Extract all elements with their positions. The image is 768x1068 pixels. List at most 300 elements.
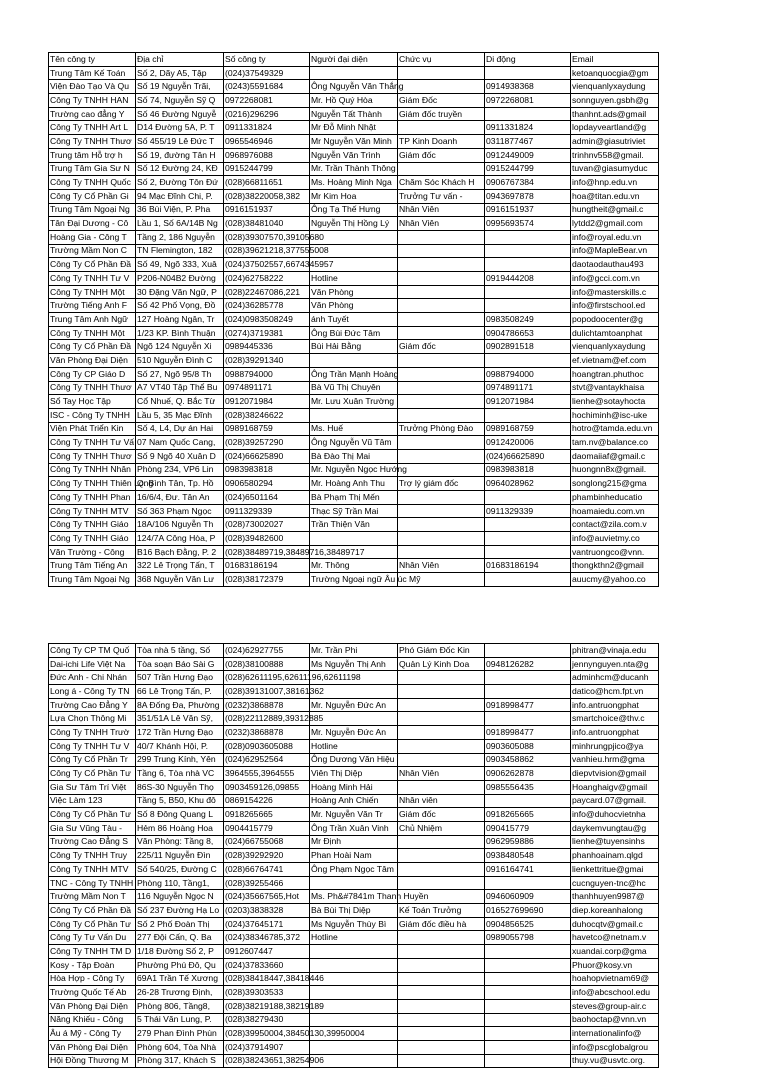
cell-email[interactable]: [571, 1027, 659, 1041]
cell-position[interactable]: [398, 821, 485, 835]
cell-phone[interactable]: [224, 408, 310, 422]
cell-company[interactable]: [49, 917, 136, 931]
cell-mobile[interactable]: [485, 381, 571, 395]
cell-mobile[interactable]: [485, 835, 571, 849]
cell-position[interactable]: [398, 367, 485, 381]
cell-mobile[interactable]: [485, 258, 571, 272]
cell-contact[interactable]: [310, 657, 398, 671]
cell-phone[interactable]: [224, 162, 310, 176]
cell-phone[interactable]: [224, 66, 310, 80]
cell-mobile[interactable]: [485, 66, 571, 80]
cell-phone[interactable]: [224, 671, 361, 685]
cell-email[interactable]: [571, 313, 659, 327]
cell-address[interactable]: [136, 272, 224, 286]
cell-contact[interactable]: [310, 121, 398, 135]
cell-email[interactable]: [571, 890, 659, 904]
cell-contact[interactable]: [310, 849, 398, 863]
cell-mobile[interactable]: [485, 80, 571, 94]
cell-company[interactable]: [49, 94, 136, 108]
cell-mobile[interactable]: [485, 463, 571, 477]
cell-contact[interactable]: [310, 449, 398, 463]
cell-address[interactable]: [136, 753, 224, 767]
cell-address[interactable]: [136, 230, 224, 244]
cell-position[interactable]: [398, 449, 485, 463]
cell-address[interactable]: [136, 53, 224, 67]
cell-mobile[interactable]: [485, 917, 571, 931]
cell-mobile[interactable]: [485, 148, 571, 162]
cell-contact[interactable]: [310, 794, 398, 808]
cell-company[interactable]: [49, 835, 136, 849]
cell-contact[interactable]: [310, 148, 398, 162]
cell-email[interactable]: [571, 449, 659, 463]
cell-position[interactable]: [398, 504, 485, 518]
cell-position[interactable]: [398, 794, 485, 808]
cell-position[interactable]: [398, 135, 485, 149]
cell-email[interactable]: [571, 876, 659, 890]
cell-company[interactable]: [49, 203, 136, 217]
cell-company[interactable]: [49, 135, 136, 149]
cell-position[interactable]: [398, 230, 485, 244]
cell-address[interactable]: [136, 176, 224, 190]
cell-position[interactable]: [398, 999, 485, 1013]
cell-position[interactable]: [398, 559, 485, 573]
cell-address[interactable]: [136, 203, 224, 217]
cell-mobile[interactable]: [485, 726, 571, 740]
cell-contact[interactable]: [310, 381, 398, 395]
cell-email[interactable]: [571, 121, 659, 135]
cell-phone[interactable]: [224, 367, 310, 381]
cell-company[interactable]: [49, 449, 136, 463]
cell-phone[interactable]: [224, 230, 324, 244]
cell-phone[interactable]: [224, 244, 329, 258]
cell-mobile[interactable]: [485, 876, 571, 890]
cell-mobile[interactable]: [485, 94, 571, 108]
cell-phone[interactable]: [224, 436, 310, 450]
cell-address[interactable]: [136, 972, 224, 986]
cell-contact[interactable]: [310, 739, 398, 753]
cell-phone[interactable]: [224, 780, 310, 794]
cell-address[interactable]: [136, 986, 224, 1000]
cell-mobile[interactable]: [485, 518, 571, 532]
cell-contact[interactable]: [310, 340, 398, 354]
cell-company[interactable]: [49, 972, 136, 986]
cell-company[interactable]: [49, 767, 136, 781]
cell-mobile[interactable]: [485, 931, 571, 945]
cell-company[interactable]: [49, 230, 136, 244]
cell-email[interactable]: [571, 945, 659, 959]
cell-email[interactable]: [571, 203, 659, 217]
cell-phone[interactable]: [224, 299, 310, 313]
cell-company[interactable]: [49, 121, 136, 135]
cell-email[interactable]: [571, 285, 659, 299]
cell-company[interactable]: [49, 395, 136, 409]
cell-company[interactable]: [49, 189, 136, 203]
cell-contact[interactable]: [310, 491, 398, 505]
cell-position[interactable]: [398, 863, 485, 877]
cell-company[interactable]: [49, 176, 136, 190]
cell-mobile[interactable]: [485, 272, 571, 286]
cell-position[interactable]: [398, 477, 485, 491]
cell-address[interactable]: [136, 148, 224, 162]
cell-position[interactable]: [398, 657, 485, 671]
cell-email[interactable]: [571, 849, 659, 863]
cell-company[interactable]: [49, 504, 136, 518]
cell-phone[interactable]: [224, 712, 324, 726]
cell-phone[interactable]: [224, 573, 310, 587]
cell-contact[interactable]: [310, 436, 398, 450]
cell-contact[interactable]: [310, 189, 398, 203]
cell-mobile[interactable]: [485, 863, 571, 877]
cell-contact[interactable]: [310, 176, 398, 190]
cell-company[interactable]: [49, 367, 136, 381]
cell-email[interactable]: [571, 463, 659, 477]
cell-position[interactable]: [398, 422, 485, 436]
cell-company[interactable]: [49, 931, 136, 945]
cell-address[interactable]: [136, 326, 224, 340]
cell-address[interactable]: [136, 135, 224, 149]
cell-email[interactable]: [571, 739, 659, 753]
cell-email[interactable]: [571, 657, 659, 671]
cell-contact[interactable]: [310, 326, 398, 340]
cell-position[interactable]: [398, 258, 485, 272]
cell-mobile[interactable]: [485, 53, 571, 67]
cell-address[interactable]: [136, 644, 224, 658]
cell-company[interactable]: [49, 821, 136, 835]
cell-company[interactable]: [49, 313, 136, 327]
cell-phone[interactable]: [224, 890, 310, 904]
cell-address[interactable]: [136, 945, 224, 959]
cell-email[interactable]: [571, 671, 659, 685]
cell-address[interactable]: [136, 518, 224, 532]
cell-company[interactable]: [49, 258, 136, 272]
cell-phone[interactable]: [224, 753, 310, 767]
cell-phone[interactable]: [224, 272, 310, 286]
cell-email[interactable]: [571, 53, 659, 67]
cell-phone[interactable]: [224, 395, 310, 409]
cell-address[interactable]: [136, 532, 224, 546]
cell-mobile[interactable]: [485, 671, 571, 685]
cell-phone[interactable]: [224, 94, 310, 108]
cell-mobile[interactable]: [485, 644, 571, 658]
cell-position[interactable]: [398, 121, 485, 135]
cell-company[interactable]: [49, 685, 136, 699]
cell-company[interactable]: [49, 217, 136, 231]
cell-contact[interactable]: [310, 313, 398, 327]
cell-email[interactable]: [571, 753, 659, 767]
cell-address[interactable]: [136, 808, 224, 822]
cell-email[interactable]: [571, 107, 659, 121]
cell-phone[interactable]: [224, 422, 310, 436]
cell-mobile[interactable]: [485, 107, 571, 121]
cell-position[interactable]: [398, 217, 485, 231]
cell-company[interactable]: [49, 726, 136, 740]
cell-address[interactable]: [136, 767, 224, 781]
cell-email[interactable]: [571, 1013, 659, 1027]
cell-email[interactable]: [571, 685, 659, 699]
cell-position[interactable]: [398, 753, 485, 767]
cell-address[interactable]: [136, 794, 224, 808]
cell-position[interactable]: [398, 463, 485, 477]
cell-email[interactable]: [571, 230, 659, 244]
cell-company[interactable]: [49, 698, 136, 712]
cell-company[interactable]: [49, 491, 136, 505]
cell-company[interactable]: [49, 463, 136, 477]
cell-contact[interactable]: [310, 285, 398, 299]
cell-contact[interactable]: [310, 931, 398, 945]
cell-address[interactable]: [136, 258, 224, 272]
cell-phone[interactable]: [224, 148, 310, 162]
cell-company[interactable]: [49, 340, 136, 354]
cell-company[interactable]: [49, 958, 136, 972]
cell-address[interactable]: [136, 107, 224, 121]
cell-email[interactable]: [571, 477, 659, 491]
cell-contact[interactable]: [310, 203, 398, 217]
cell-contact[interactable]: [310, 135, 398, 149]
cell-position[interactable]: [398, 395, 485, 409]
cell-company[interactable]: [49, 107, 136, 121]
cell-company[interactable]: [49, 780, 136, 794]
cell-company[interactable]: [49, 244, 136, 258]
cell-contact[interactable]: [310, 821, 398, 835]
cell-contact[interactable]: [310, 477, 398, 491]
cell-address[interactable]: [136, 66, 224, 80]
cell-address[interactable]: [136, 671, 224, 685]
cell-email[interactable]: [571, 931, 659, 945]
cell-address[interactable]: [136, 422, 224, 436]
cell-mobile[interactable]: [485, 313, 571, 327]
cell-mobile[interactable]: [485, 189, 571, 203]
cell-address[interactable]: [136, 958, 224, 972]
cell-email[interactable]: [571, 767, 659, 781]
cell-email[interactable]: [571, 835, 659, 849]
cell-company[interactable]: [49, 354, 136, 368]
cell-company[interactable]: [49, 477, 154, 491]
cell-phone[interactable]: [224, 189, 310, 203]
cell-position[interactable]: [398, 107, 485, 121]
cell-phone[interactable]: [224, 1013, 310, 1027]
cell-email[interactable]: [571, 148, 659, 162]
cell-contact[interactable]: [310, 504, 398, 518]
cell-mobile[interactable]: [485, 999, 571, 1013]
cell-phone[interactable]: [224, 808, 310, 822]
cell-phone[interactable]: [224, 80, 310, 94]
cell-position[interactable]: [398, 726, 485, 740]
cell-contact[interactable]: [310, 780, 398, 794]
cell-address[interactable]: [136, 657, 224, 671]
cell-phone[interactable]: [224, 986, 310, 1000]
cell-company[interactable]: [49, 436, 136, 450]
cell-mobile[interactable]: [485, 685, 571, 699]
cell-position[interactable]: [398, 780, 485, 794]
cell-address[interactable]: [136, 463, 224, 477]
cell-email[interactable]: [571, 491, 659, 505]
cell-mobile[interactable]: [485, 244, 571, 258]
cell-company[interactable]: [49, 876, 136, 890]
cell-phone[interactable]: [224, 381, 310, 395]
cell-mobile[interactable]: [485, 958, 571, 972]
cell-position[interactable]: [398, 299, 485, 313]
cell-address[interactable]: [136, 685, 224, 699]
cell-address[interactable]: [136, 299, 224, 313]
cell-company[interactable]: [49, 657, 136, 671]
cell-email[interactable]: [571, 999, 659, 1013]
cell-position[interactable]: [398, 53, 485, 67]
cell-mobile[interactable]: [485, 821, 571, 835]
cell-address[interactable]: [136, 354, 224, 368]
cell-position[interactable]: [398, 176, 485, 190]
cell-phone[interactable]: [224, 726, 310, 740]
cell-company[interactable]: [49, 285, 136, 299]
cell-position[interactable]: [398, 545, 485, 559]
cell-position[interactable]: [398, 66, 485, 80]
cell-company[interactable]: [49, 986, 136, 1000]
cell-contact[interactable]: [310, 299, 398, 313]
cell-position[interactable]: [398, 162, 485, 176]
cell-email[interactable]: [571, 367, 659, 381]
cell-company[interactable]: [49, 408, 136, 422]
cell-contact[interactable]: [310, 767, 398, 781]
cell-mobile[interactable]: [485, 945, 571, 959]
cell-address[interactable]: [136, 821, 224, 835]
cell-phone[interactable]: [224, 121, 310, 135]
cell-position[interactable]: [398, 945, 485, 959]
cell-mobile[interactable]: [485, 794, 571, 808]
cell-mobile[interactable]: [485, 408, 571, 422]
cell-mobile[interactable]: [485, 491, 571, 505]
cell-contact[interactable]: [310, 726, 398, 740]
cell-position[interactable]: [398, 958, 485, 972]
cell-phone[interactable]: [224, 326, 310, 340]
cell-phone[interactable]: [224, 477, 310, 491]
cell-contact[interactable]: [310, 94, 398, 108]
cell-email[interactable]: [571, 189, 659, 203]
cell-position[interactable]: [398, 326, 485, 340]
cell-email[interactable]: [571, 135, 659, 149]
cell-email[interactable]: [571, 518, 659, 532]
cell-address[interactable]: [136, 285, 224, 299]
cell-phone[interactable]: [224, 794, 310, 808]
cell-email[interactable]: [571, 66, 659, 80]
cell-mobile[interactable]: [485, 135, 571, 149]
cell-phone[interactable]: [224, 917, 310, 931]
cell-phone[interactable]: [224, 518, 310, 532]
cell-position[interactable]: [398, 381, 485, 395]
cell-address[interactable]: [136, 849, 224, 863]
cell-mobile[interactable]: [485, 1013, 571, 1027]
cell-contact[interactable]: [310, 354, 398, 368]
cell-email[interactable]: [571, 698, 659, 712]
cell-email[interactable]: [571, 94, 659, 108]
cell-contact[interactable]: [310, 272, 398, 286]
cell-phone[interactable]: [224, 217, 310, 231]
cell-address[interactable]: [136, 726, 224, 740]
cell-address[interactable]: [136, 504, 224, 518]
cell-position[interactable]: [398, 835, 485, 849]
cell-mobile[interactable]: [485, 739, 571, 753]
cell-email[interactable]: [571, 532, 659, 546]
cell-phone[interactable]: [224, 945, 310, 959]
cell-position[interactable]: [398, 671, 485, 685]
cell-company[interactable]: [49, 559, 136, 573]
cell-contact[interactable]: [310, 876, 398, 890]
cell-mobile[interactable]: [485, 780, 571, 794]
cell-address[interactable]: [136, 1040, 224, 1054]
cell-address[interactable]: [136, 1013, 224, 1027]
cell-mobile[interactable]: [485, 285, 571, 299]
cell-position[interactable]: [398, 1013, 485, 1027]
cell-contact[interactable]: [310, 367, 398, 381]
cell-phone[interactable]: [224, 463, 310, 477]
cell-phone[interactable]: [224, 340, 310, 354]
cell-position[interactable]: [398, 340, 485, 354]
cell-contact[interactable]: [310, 1013, 398, 1027]
cell-mobile[interactable]: [485, 422, 571, 436]
cell-phone[interactable]: [224, 258, 334, 272]
cell-mobile[interactable]: [485, 176, 571, 190]
cell-phone[interactable]: [224, 559, 310, 573]
cell-address[interactable]: [136, 876, 224, 890]
cell-phone[interactable]: [224, 767, 310, 781]
cell-position[interactable]: [398, 244, 485, 258]
cell-address[interactable]: [136, 367, 224, 381]
cell-phone[interactable]: [224, 904, 310, 918]
cell-mobile[interactable]: [485, 904, 571, 918]
cell-address[interactable]: [136, 121, 224, 135]
cell-address[interactable]: [136, 449, 224, 463]
cell-phone[interactable]: [224, 657, 310, 671]
cell-phone[interactable]: [224, 821, 310, 835]
cell-contact[interactable]: [310, 644, 398, 658]
cell-mobile[interactable]: [485, 367, 571, 381]
cell-mobile[interactable]: [485, 326, 571, 340]
cell-mobile[interactable]: [485, 657, 571, 671]
cell-address[interactable]: [136, 780, 224, 794]
cell-email[interactable]: [571, 326, 659, 340]
cell-contact[interactable]: [310, 53, 398, 67]
cell-position[interactable]: [398, 767, 485, 781]
cell-contact[interactable]: [310, 80, 404, 94]
cell-mobile[interactable]: [485, 354, 571, 368]
cell-company[interactable]: [49, 532, 136, 546]
cell-position[interactable]: [398, 972, 485, 986]
cell-contact[interactable]: [310, 835, 398, 849]
cell-email[interactable]: [571, 808, 659, 822]
cell-phone[interactable]: [224, 313, 310, 327]
cell-phone[interactable]: [224, 644, 310, 658]
cell-position[interactable]: [398, 917, 485, 931]
cell-email[interactable]: [571, 395, 659, 409]
cell-position[interactable]: [398, 712, 485, 726]
cell-address[interactable]: [136, 217, 224, 231]
cell-mobile[interactable]: [485, 1027, 571, 1041]
cell-address[interactable]: [136, 395, 224, 409]
cell-address[interactable]: [136, 573, 224, 587]
cell-mobile[interactable]: [485, 162, 571, 176]
cell-address[interactable]: [136, 189, 224, 203]
cell-company[interactable]: [49, 66, 136, 80]
cell-company[interactable]: [49, 518, 136, 532]
cell-phone[interactable]: [224, 698, 310, 712]
cell-position[interactable]: [398, 285, 485, 299]
cell-company[interactable]: [49, 1040, 136, 1054]
cell-address[interactable]: [136, 381, 224, 395]
cell-contact[interactable]: [310, 107, 398, 121]
cell-mobile[interactable]: [485, 121, 571, 135]
cell-contact[interactable]: [310, 518, 398, 532]
cell-company[interactable]: [49, 272, 136, 286]
cell-contact[interactable]: [310, 408, 398, 422]
cell-company[interactable]: [49, 1013, 136, 1027]
